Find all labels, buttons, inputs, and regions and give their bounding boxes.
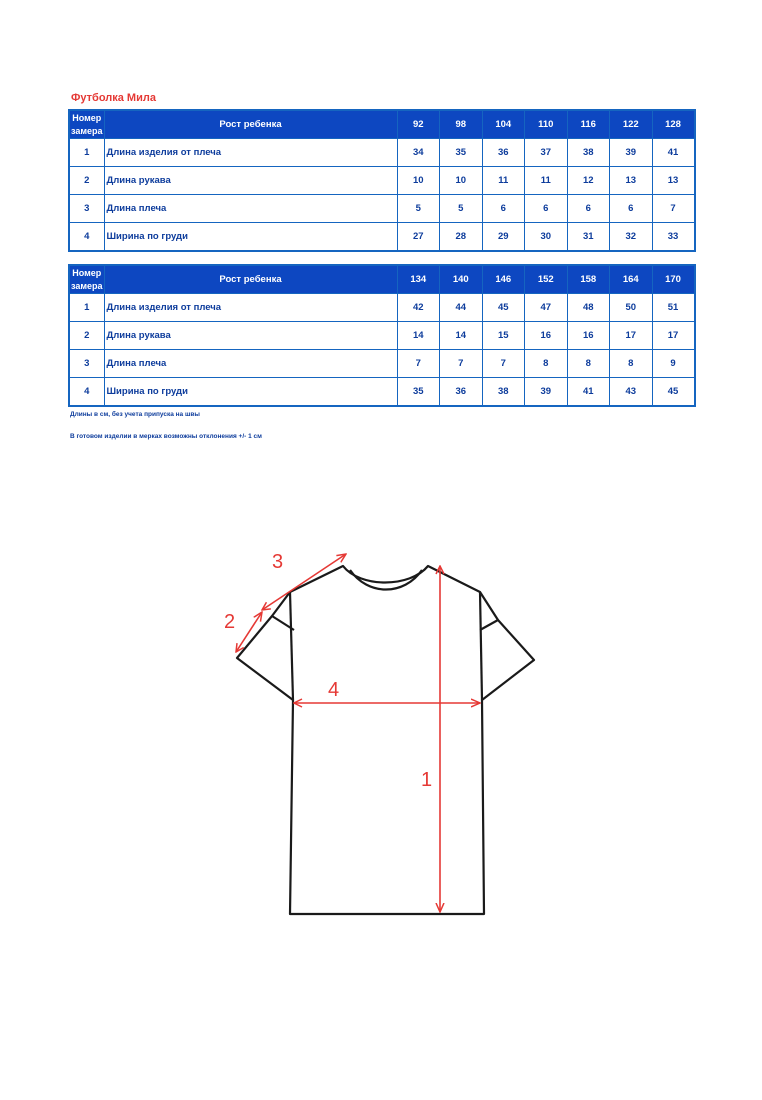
value-cell: 38 <box>567 139 610 167</box>
size-table-1 <box>68 109 696 252</box>
value-cell: 7 <box>652 195 695 223</box>
tshirt-outline <box>237 566 534 914</box>
measure-name: Длина изделия от плеча <box>104 139 397 167</box>
value-cell: 16 <box>567 322 610 350</box>
value-cell: 17 <box>652 322 695 350</box>
value-cell: 35 <box>397 378 440 407</box>
table-row <box>69 139 695 167</box>
value-cell: 31 <box>567 223 610 252</box>
measure-number: 4 <box>69 378 104 407</box>
measure-number: 2 <box>69 167 104 195</box>
measure-name: Ширина по груди <box>104 378 397 407</box>
value-cell: 39 <box>610 139 653 167</box>
height-cell: 104 <box>482 110 525 139</box>
measure-name: Длина плеча <box>104 350 397 378</box>
size-table-2 <box>68 264 696 407</box>
value-cell: 7 <box>440 350 483 378</box>
height-cell: 128 <box>652 110 695 139</box>
value-cell: 47 <box>525 294 568 322</box>
value-cell: 44 <box>440 294 483 322</box>
value-cell: 32 <box>610 223 653 252</box>
value-cell: 29 <box>482 223 525 252</box>
value-cell: 7 <box>482 350 525 378</box>
height-cell: 152 <box>525 265 568 294</box>
value-cell: 41 <box>652 139 695 167</box>
value-cell: 33 <box>652 223 695 252</box>
table-header-row <box>69 265 695 294</box>
measure-number: 3 <box>69 195 104 223</box>
height-cell: 170 <box>652 265 695 294</box>
value-cell: 9 <box>652 350 695 378</box>
measure-label-3: 3 <box>272 551 284 573</box>
value-cell: 30 <box>525 223 568 252</box>
table-row <box>69 322 695 350</box>
height-cell: 146 <box>482 265 525 294</box>
child-height-header: Рост ребенка <box>104 265 397 294</box>
measure-number-header: Номер замера <box>69 110 104 139</box>
table-row <box>69 195 695 223</box>
page-title: Футболка Мила <box>71 92 156 104</box>
table-row <box>69 167 695 195</box>
height-cell: 158 <box>567 265 610 294</box>
measure-name: Длина рукава <box>104 322 397 350</box>
table-row <box>69 223 695 252</box>
measure-label-1: 1 <box>421 769 433 791</box>
value-cell: 6 <box>610 195 653 223</box>
measure-name: Ширина по груди <box>104 223 397 252</box>
value-cell: 41 <box>567 378 610 407</box>
value-cell: 39 <box>525 378 568 407</box>
value-cell: 38 <box>482 378 525 407</box>
value-cell: 5 <box>440 195 483 223</box>
measure-number: 1 <box>69 294 104 322</box>
value-cell: 42 <box>397 294 440 322</box>
table-header-row <box>69 110 695 139</box>
height-cell: 116 <box>567 110 610 139</box>
height-cell: 92 <box>397 110 440 139</box>
height-cell: 140 <box>440 265 483 294</box>
value-cell: 34 <box>397 139 440 167</box>
measure-number: 2 <box>69 322 104 350</box>
measure-number: 4 <box>69 223 104 252</box>
value-cell: 10 <box>440 167 483 195</box>
value-cell: 8 <box>525 350 568 378</box>
value-cell: 15 <box>482 322 525 350</box>
height-cell: 134 <box>397 265 440 294</box>
measure-number: 1 <box>69 139 104 167</box>
value-cell: 45 <box>482 294 525 322</box>
value-cell: 6 <box>567 195 610 223</box>
measure-label-2: 2 <box>224 611 236 633</box>
value-cell: 37 <box>525 139 568 167</box>
measure-name: Длина рукава <box>104 167 397 195</box>
value-cell: 8 <box>567 350 610 378</box>
value-cell: 51 <box>652 294 695 322</box>
value-cell: 50 <box>610 294 653 322</box>
value-cell: 14 <box>440 322 483 350</box>
value-cell: 45 <box>652 378 695 407</box>
value-cell: 17 <box>610 322 653 350</box>
value-cell: 10 <box>397 167 440 195</box>
tolerance-note: В готовом изделии в мерках возможны отклонения +/- 1 см <box>70 433 262 440</box>
seam-allowance-note: Длины в см, без учета припуска на швы <box>70 411 200 418</box>
height-cell: 164 <box>610 265 653 294</box>
value-cell: 13 <box>610 167 653 195</box>
measure-label-4: 4 <box>328 679 340 701</box>
child-height-header: Рост ребенка <box>104 110 397 139</box>
table-row <box>69 350 695 378</box>
value-cell: 8 <box>610 350 653 378</box>
value-cell: 12 <box>567 167 610 195</box>
value-cell: 13 <box>652 167 695 195</box>
height-cell: 98 <box>440 110 483 139</box>
measure-number: 3 <box>69 350 104 378</box>
value-cell: 11 <box>525 167 568 195</box>
measurement-arrows <box>236 554 480 912</box>
value-cell: 43 <box>610 378 653 407</box>
tshirt-diagram <box>0 530 762 930</box>
value-cell: 6 <box>482 195 525 223</box>
value-cell: 28 <box>440 223 483 252</box>
value-cell: 36 <box>482 139 525 167</box>
value-cell: 5 <box>397 195 440 223</box>
table-row <box>69 378 695 407</box>
value-cell: 11 <box>482 167 525 195</box>
value-cell: 6 <box>525 195 568 223</box>
height-cell: 122 <box>610 110 653 139</box>
value-cell: 16 <box>525 322 568 350</box>
value-cell: 48 <box>567 294 610 322</box>
value-cell: 35 <box>440 139 483 167</box>
value-cell: 27 <box>397 223 440 252</box>
value-cell: 14 <box>397 322 440 350</box>
measure-name: Длина плеча <box>104 195 397 223</box>
value-cell: 36 <box>440 378 483 407</box>
measure-number-header: Номер замера <box>69 265 104 294</box>
height-cell: 110 <box>525 110 568 139</box>
measure-name: Длина изделия от плеча <box>104 294 397 322</box>
value-cell: 7 <box>397 350 440 378</box>
table-row <box>69 294 695 322</box>
